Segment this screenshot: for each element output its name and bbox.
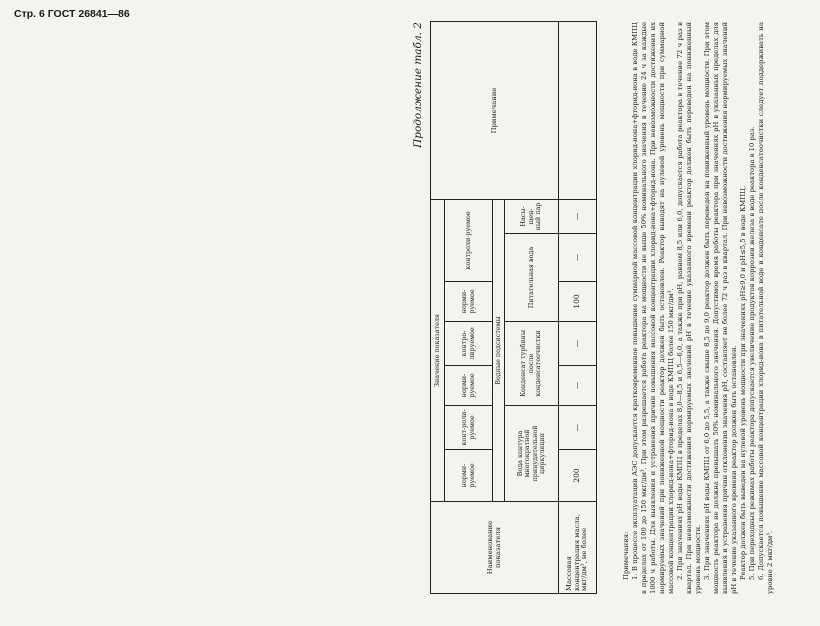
notes-heading: Примечания: bbox=[622, 531, 630, 580]
sub-header-norm3: норми-руемое bbox=[445, 282, 493, 322]
note-paragraph: Реактор должен быть выведен на нулевой уровень мощности при значениях рН≥9,0 и рН≤5,5 в воде КМПЦ. bbox=[738, 185, 747, 580]
water-subsystem-steam: Насы-щен-ный пар bbox=[505, 199, 559, 233]
group-water-header: Водные подсистемы bbox=[493, 199, 505, 501]
notes-block bbox=[622, 22, 774, 594]
water-subsystem-kmpc: Вода контура многократной принудительной циркуляции bbox=[505, 406, 559, 502]
note-paragraph: 2. При значениях рН воды КМПЦ в пределах 8,0—8,5 и 6,5—6,0, а также при рН, равном 8,5 или 6,0, допускается работа реактора в течение 72 ч раз в квартал. При невозможности достижения нормируемых значений рН в течение указанного времени реактор должен быть переведен на пониженный уровень мощности. bbox=[675, 22, 702, 594]
cell-value: — bbox=[559, 199, 597, 233]
page-header: Стр. 6 ГОСТ 26841—86 bbox=[14, 8, 130, 20]
cell-value: — bbox=[559, 366, 597, 406]
water-subsystem-condensate: Конденсат турбины после конденсатоочистки bbox=[505, 322, 559, 406]
water-subsystem-feedwater: Питательная вода bbox=[505, 234, 559, 322]
note-paragraph: 5. При переходных режимах работы реактора допускается увеличение продуктов коррозии железа в воде реактора в 10 раз. bbox=[747, 126, 756, 580]
continuation-title: Продолжение табл. 2 bbox=[412, 22, 424, 148]
row-label-oil: Массовая концентрация масла, мкг/дм³, не более bbox=[559, 502, 597, 594]
sub-header-cont3: контроли-руемое bbox=[445, 199, 493, 281]
cell-value: 100 bbox=[559, 282, 597, 322]
sub-header-norm: норми-руемое bbox=[445, 450, 493, 502]
rotated-table-page bbox=[410, 18, 820, 618]
sub-header-norm2: норми-руемое bbox=[445, 366, 493, 406]
note-paragraph: 3. При значениях рН воды КМПЦ от 6,0 до 5,5, а также свыше 8,5 до 9,0 реактор должен быть переведен на пониженный уровень мощности. При этом мощность реактора не должна превышать 50% номинального значения. Допустимое время работы реактора при значениях рН в указанных пределах для выявления и устранения причин отклонения значения рН, составляет не более 72 ч раз в квартал. При невозможности достижения нормируемых значений рН в течение указанного времени реактор должен быть остановлен. bbox=[702, 22, 738, 594]
cell-value: — bbox=[559, 322, 597, 366]
sub-header-cont2: контро-лируемое bbox=[445, 322, 493, 366]
note-paragraph: 6. Допускается повышение массовой концентрации хлорид-иона в питательной воде и конденсате после конденсатоочистки следует поддерживать на уровне 2 мкг/дм³. bbox=[756, 22, 774, 594]
cell-value: — bbox=[559, 234, 597, 282]
col-indicator-header: Наименование показателя bbox=[431, 502, 559, 594]
note-paragraph: 1. В процессе эксплуатации АЭС допускается кратковременное повышение суммарной массовой концентрации хлорид-иона+фторид-иона в воде КМПЦ в пределах от 100 до 150 мкг/дм³. При этом разрешается работа реактора на мощности не выше 50% номинального значения в течение 24 ч за каждые 1000 ч работы. Для выявления и устранения причин повышения массовой концентрации хлорид-иона+фторид-иона. При невозможности достижения их нормируемых значений при пониженной мощности реактор должен быть остановлен. Реактор выводят на нулевой уровень мощности при суммарной массовой концентрации хлорид-иона+фторид-иона в воде КМПЦ более 150 мкг/дм³. bbox=[630, 22, 675, 594]
cell-value: — bbox=[559, 406, 597, 450]
cell-value: 200 bbox=[559, 450, 597, 502]
col-note-header: Примечание bbox=[431, 21, 559, 199]
col-values-header: Значение показателя bbox=[431, 199, 445, 501]
data-table bbox=[430, 21, 597, 594]
cell-note bbox=[559, 21, 597, 199]
sub-header-cont: конт-роли-руемое bbox=[445, 406, 493, 450]
